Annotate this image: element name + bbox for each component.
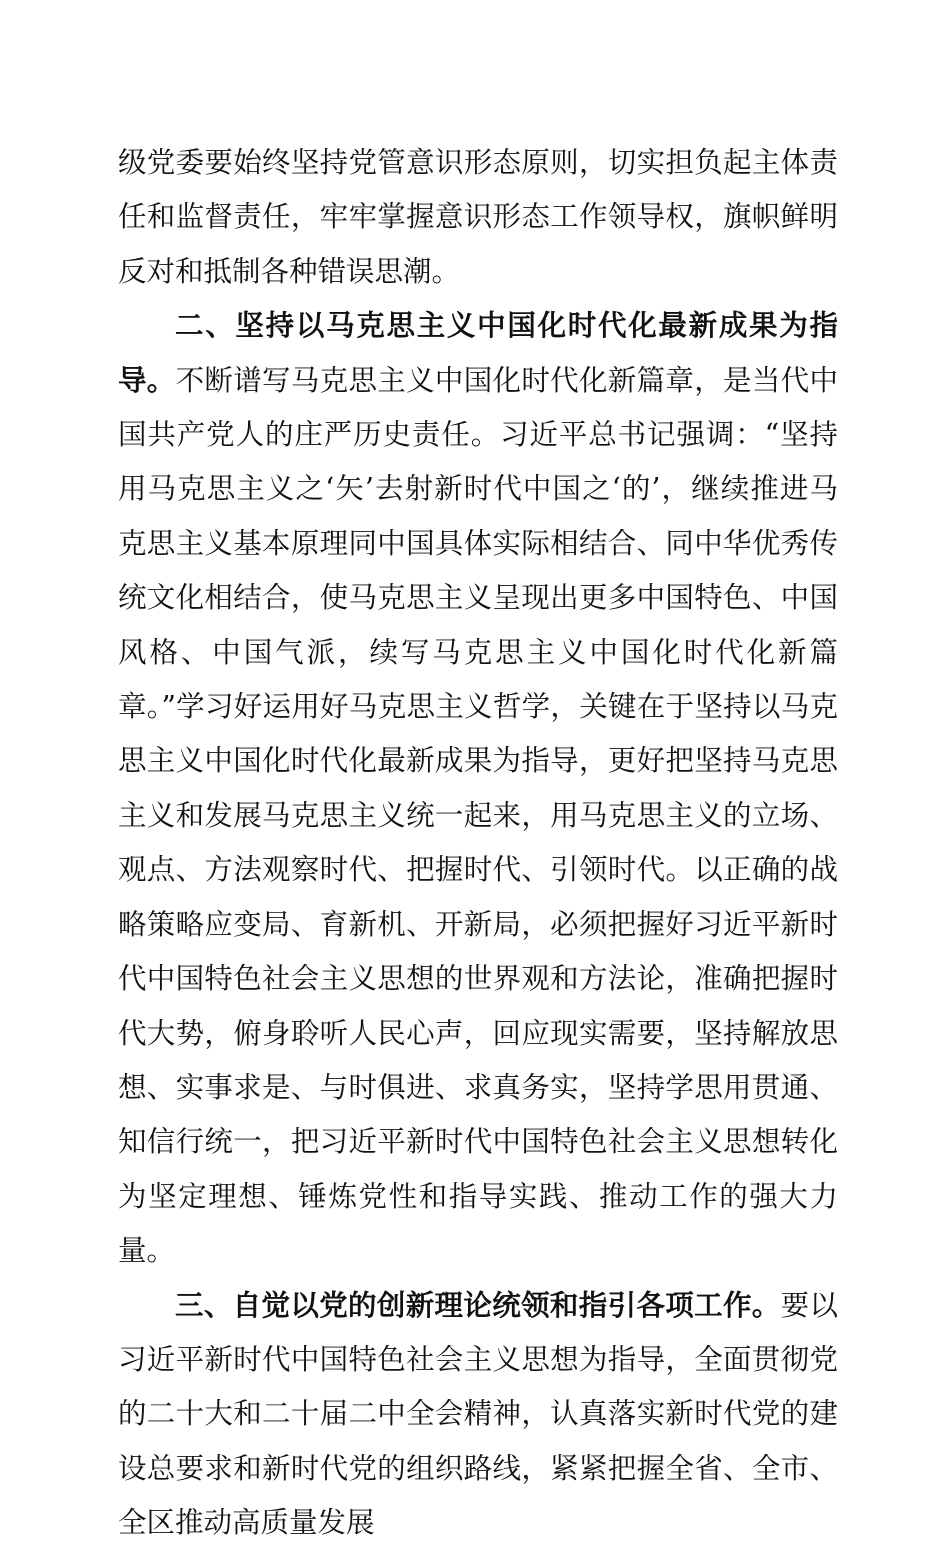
paragraph-section-2	[118, 299, 838, 1278]
paragraph-continuation	[118, 136, 838, 299]
paragraph-text: 级党委要始终坚持党管意识形态原则，切实担负起主体责任和监督责任，牢牢掌握意识形态工作领导权，旗帜鲜明反对和抵制各种错误思潮。	[118, 146, 838, 288]
section-heading: 三、自觉以党的创新理论统领和指引各项工作。	[175, 1288, 781, 1322]
document-body	[118, 136, 838, 1551]
paragraph-section-3	[118, 1279, 838, 1551]
paragraph-text: 要以习近平新时代中国特色社会主义思想为指导，全面贯彻党的二十大和二十届二中全会精神，认真落实新时代党的建设总要求和新时代党的组织路线，紧紧把握全省、全市、全区推动高质量发展	[118, 1288, 838, 1540]
paragraph-text: 不断谱写马克思主义中国化时代化新篇章，是当代中国共产党人的庄严历史责任。习近平总书记强调：“坚持用马克思主义之‘矢’去射新时代中国之‘的’，继续推进马克思主义基本原理同中国具体实际相结合、同中华优秀传统文化相结合，使马克思主义呈现出更多中国特色、中国风格、中国气派，续写马克思主义中国化时代化新篇章。”学习好运用好马克思主义哲学，关键在于坚持以马克思主义中国化时代化最新成果为指导，更好把坚持马克思主义和发展马克思主义统一起来，用马克思主义的立场、观点、方法观察时代、把握时代、引领时代。以正确的战略策略应变局、育新机、开新局，必须把握好习近平新时代中国特色社会主义思想的世界观和方法论，准确把握时代大势，俯身聆听人民心声，回应现实需要，坚持解放思想、实事求是、与时俱进、求真务实，坚持学思用贯通、知信行统一，把习近平新时代中国特色社会主义思想转化为坚定理想、锤炼党性和指导实践、推动工作的强大力量。	[118, 363, 838, 1268]
section-heading: 二、坚持以马克思主义中国化时代化最新成果为指导。	[118, 309, 838, 397]
